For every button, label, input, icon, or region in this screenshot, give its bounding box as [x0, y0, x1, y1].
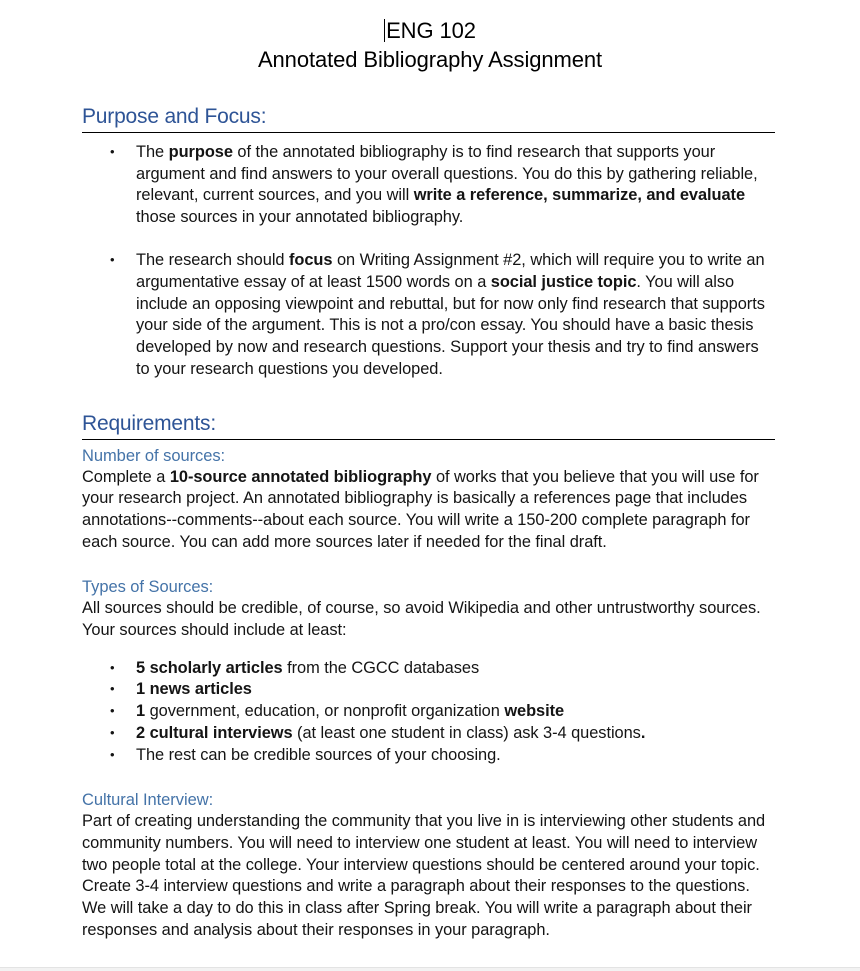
- bullet-text: The rest can be credible sources of your choosing.: [136, 745, 501, 764]
- bullet-text: The research should focus on Writing Assignment #2, which will require you to write an argumentative essay of at least 1500 words on a social justice topic. You will also include an opposing viewpoint and rebuttal, but for now only find research that supports your side of the argument. This is not a pro/con essay. You should have a basic thesis developed by now and research questions. Support your thesis and try to find answers to your research questions you developed.: [136, 251, 765, 378]
- document-title-block: [0, 0, 860, 74]
- document-title-line-1: [0, 16, 860, 45]
- subheading-types-of-sources: Types of Sources:: [82, 578, 214, 597]
- bullet-text: 5 scholarly articles from the CGCC databases: [136, 658, 480, 677]
- bullet-text: 2 cultural interviews (at least one student in class) ask 3-4 questions.: [136, 723, 646, 742]
- page-bottom-edge: [0, 967, 860, 971]
- purpose-bullet-list: [0, 142, 860, 381]
- spacer: [0, 74, 860, 104]
- bullet-text: 1 news articles: [136, 680, 252, 699]
- list-item: [136, 250, 768, 380]
- list-item: [136, 142, 768, 229]
- source-types-bullet-list: [0, 658, 860, 767]
- spacer: [0, 553, 860, 577]
- paragraph-cultural-interview: Part of creating understanding the community that you live in is interviewing other students and community numbers. You will need to interview one student at least. You will need to interview two people total at the college. Your interview questions should be centered around your topic. Create 3-4 interview questions and write a paragraph about their responses to the questions. We will take a day to do this in class after Spring break. You will write a paragraph about their responses and analysis about their responses in your paragraph.: [82, 812, 766, 939]
- list-item: [136, 701, 768, 723]
- bullet-text: The purpose of the annotated bibliography is to find research that supports your argument and find answers to your overall questions. You do this by gathering reliable, relevant, current sources, and you will write a reference, summarize, and evaluate those sources in your annotated bibliography.: [136, 143, 758, 227]
- section-heading-label: Requirements:: [82, 411, 216, 435]
- text-cursor-caret: [384, 19, 385, 42]
- paragraph-number-of-sources: Complete a 10-source annotated bibliography of works that you believe that you will use for your research project. An annotated bibliography is basically a references page that includes annotations--comments--about each source. You will write a 150-200 complete paragraph for each source. You can add more sources later if needed for the final draft.: [82, 467, 759, 551]
- section-heading-purpose-and-focus: [82, 104, 775, 133]
- list-item: [136, 658, 768, 680]
- spacer: [0, 642, 860, 658]
- spacer: [0, 766, 860, 790]
- bullet-text: 1 government, education, or nonprofit organization website: [136, 702, 565, 721]
- spacer: [0, 381, 860, 411]
- document-subtitle-line-2: Annotated Bibliography Assignment: [257, 47, 603, 72]
- list-item: [136, 745, 768, 767]
- subheading-cultural-interview: Cultural Interview:: [82, 791, 214, 810]
- paragraph-types-of-sources: All sources should be credible, of course, so avoid Wikipedia and other untrustworthy sources. Your sources should include at least:: [82, 599, 761, 640]
- list-item: [136, 679, 768, 701]
- document-title-text: ENG 102: [386, 18, 476, 43]
- spacer: [0, 133, 860, 142]
- subheading-number-of-sources: Number of sources:: [82, 446, 226, 465]
- section-heading-requirements: [82, 411, 775, 440]
- section-heading-label: Purpose and Focus:: [82, 105, 267, 128]
- list-item: [136, 723, 768, 745]
